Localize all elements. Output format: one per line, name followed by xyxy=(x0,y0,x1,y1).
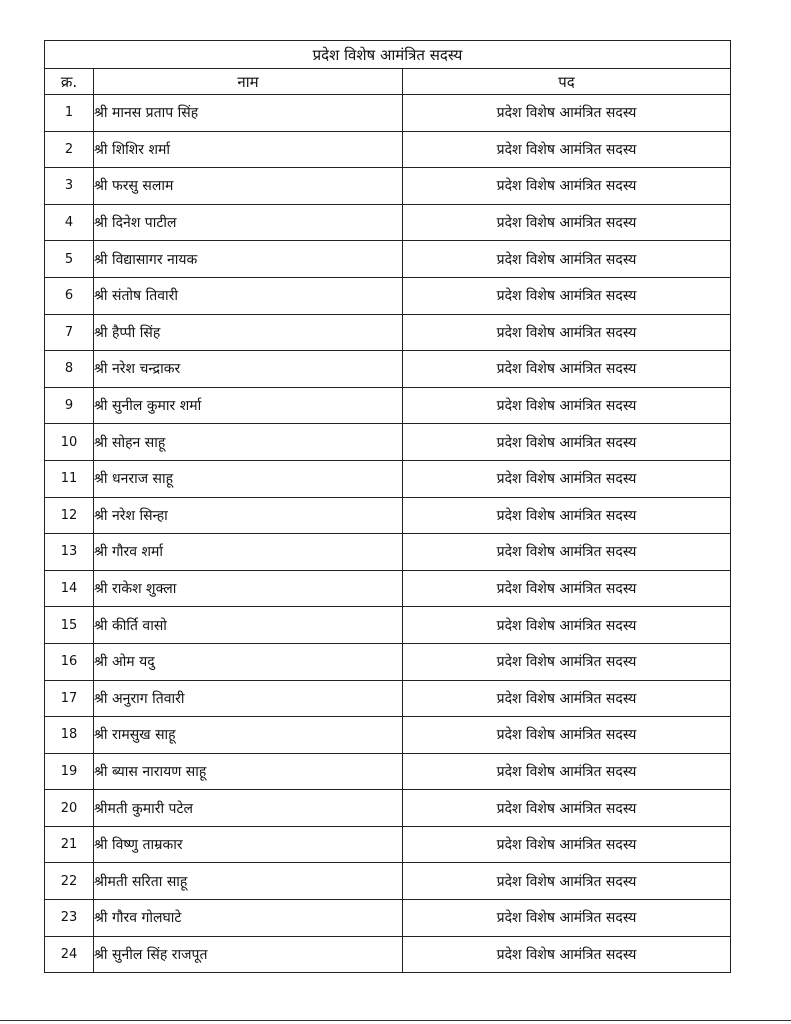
serial-cell: 3 xyxy=(45,168,94,205)
table-row xyxy=(45,826,731,863)
post-header: पद xyxy=(403,69,731,95)
serial-cell: 2 xyxy=(45,131,94,168)
page-bottom-rule xyxy=(0,1020,791,1021)
post-cell: प्रदेश विशेष आमंत्रित सदस्य xyxy=(403,241,731,278)
table-row xyxy=(45,570,731,607)
serial-cell: 7 xyxy=(45,314,94,351)
serial-cell: 15 xyxy=(45,607,94,644)
members-table xyxy=(44,40,731,973)
post-cell: प्रदेश विशेष आमंत्रित सदस्य xyxy=(403,753,731,790)
table-row xyxy=(45,95,731,132)
table-row xyxy=(45,643,731,680)
serial-cell: 23 xyxy=(45,900,94,937)
name-cell: श्री दिनेश पाटील xyxy=(94,204,403,241)
serial-cell: 17 xyxy=(45,680,94,717)
name-cell: श्री सुनील सिंह राजपूत xyxy=(94,936,403,973)
table-row xyxy=(45,497,731,534)
name-cell: श्री ओम यदु xyxy=(94,643,403,680)
post-cell: प्रदेश विशेष आमंत्रित सदस्य xyxy=(403,643,731,680)
table-row xyxy=(45,717,731,754)
table-row xyxy=(45,936,731,973)
post-cell: प्रदेश विशेष आमंत्रित सदस्य xyxy=(403,351,731,388)
name-cell: श्रीमती सरिता साहू xyxy=(94,863,403,900)
post-cell: प्रदेश विशेष आमंत्रित सदस्य xyxy=(403,717,731,754)
serial-cell: 24 xyxy=(45,936,94,973)
table-row xyxy=(45,314,731,351)
serial-cell: 6 xyxy=(45,277,94,314)
post-cell: प्रदेश विशेष आमंत्रित सदस्य xyxy=(403,204,731,241)
table-row xyxy=(45,241,731,278)
serial-cell: 21 xyxy=(45,826,94,863)
table-row xyxy=(45,204,731,241)
serial-cell: 9 xyxy=(45,387,94,424)
name-header: नाम xyxy=(94,69,403,95)
post-cell: प्रदेश विशेष आमंत्रित सदस्य xyxy=(403,826,731,863)
name-cell: श्री फरसु सलाम xyxy=(94,168,403,205)
post-cell: प्रदेश विशेष आमंत्रित सदस्य xyxy=(403,277,731,314)
name-cell: श्री सुनील कुमार शर्मा xyxy=(94,387,403,424)
serial-cell: 1 xyxy=(45,95,94,132)
name-cell: श्री कीर्ति वासो xyxy=(94,607,403,644)
table-row xyxy=(45,790,731,827)
serial-cell: 5 xyxy=(45,241,94,278)
post-cell: प्रदेश विशेष आमंत्रित सदस्य xyxy=(403,424,731,461)
name-cell: श्री मानस प्रताप सिंह xyxy=(94,95,403,132)
name-cell: श्री ब्यास नारायण साहू xyxy=(94,753,403,790)
post-cell: प्रदेश विशेष आमंत्रित सदस्य xyxy=(403,131,731,168)
name-cell: श्री रामसुख साहू xyxy=(94,717,403,754)
serial-header: क्र. xyxy=(45,69,94,95)
name-cell: श्री गौरव गोलघाटे xyxy=(94,900,403,937)
post-cell: प्रदेश विशेष आमंत्रित सदस्य xyxy=(403,460,731,497)
serial-cell: 12 xyxy=(45,497,94,534)
name-cell: श्री विष्णु ताम्रकार xyxy=(94,826,403,863)
post-cell: प्रदेश विशेष आमंत्रित सदस्य xyxy=(403,790,731,827)
table-row xyxy=(45,168,731,205)
serial-cell: 14 xyxy=(45,570,94,607)
name-cell: श्री धनराज साहू xyxy=(94,460,403,497)
table-row xyxy=(45,460,731,497)
serial-cell: 19 xyxy=(45,753,94,790)
post-cell: प्रदेश विशेष आमंत्रित सदस्य xyxy=(403,314,731,351)
table-title-row xyxy=(45,41,731,69)
name-cell: श्री नरेश सिन्हा xyxy=(94,497,403,534)
name-cell: श्री राकेश शुक्ला xyxy=(94,570,403,607)
serial-cell: 11 xyxy=(45,460,94,497)
serial-cell: 8 xyxy=(45,351,94,388)
post-cell: प्रदेश विशेष आमंत्रित सदस्य xyxy=(403,863,731,900)
name-cell: श्रीमती कुमारी पटेल xyxy=(94,790,403,827)
name-cell: श्री सोहन साहू xyxy=(94,424,403,461)
serial-cell: 22 xyxy=(45,863,94,900)
post-cell: प्रदेश विशेष आमंत्रित सदस्य xyxy=(403,900,731,937)
serial-cell: 10 xyxy=(45,424,94,461)
name-cell: श्री गौरव शर्मा xyxy=(94,534,403,571)
post-cell: प्रदेश विशेष आमंत्रित सदस्य xyxy=(403,607,731,644)
post-cell: प्रदेश विशेष आमंत्रित सदस्य xyxy=(403,680,731,717)
post-cell: प्रदेश विशेष आमंत्रित सदस्य xyxy=(403,168,731,205)
name-cell: श्री अनुराग तिवारी xyxy=(94,680,403,717)
post-cell: प्रदेश विशेष आमंत्रित सदस्य xyxy=(403,497,731,534)
table-row xyxy=(45,131,731,168)
table-row xyxy=(45,680,731,717)
name-cell: श्री हैप्पी सिंह xyxy=(94,314,403,351)
post-cell: प्रदेश विशेष आमंत्रित सदस्य xyxy=(403,534,731,571)
table-row xyxy=(45,351,731,388)
table-row xyxy=(45,753,731,790)
table-row xyxy=(45,277,731,314)
table-row xyxy=(45,424,731,461)
name-cell: श्री नरेश चन्द्राकर xyxy=(94,351,403,388)
name-cell: श्री शिशिर शर्मा xyxy=(94,131,403,168)
table-row xyxy=(45,607,731,644)
table-header-row xyxy=(45,69,731,95)
serial-cell: 16 xyxy=(45,643,94,680)
table-row xyxy=(45,387,731,424)
serial-cell: 20 xyxy=(45,790,94,827)
post-cell: प्रदेश विशेष आमंत्रित सदस्य xyxy=(403,387,731,424)
table-row xyxy=(45,863,731,900)
post-cell: प्रदेश विशेष आमंत्रित सदस्य xyxy=(403,95,731,132)
name-cell: श्री विद्यासागर नायक xyxy=(94,241,403,278)
name-cell: श्री संतोष तिवारी xyxy=(94,277,403,314)
post-cell: प्रदेश विशेष आमंत्रित सदस्य xyxy=(403,570,731,607)
post-cell: प्रदेश विशेष आमंत्रित सदस्य xyxy=(403,936,731,973)
table-row xyxy=(45,900,731,937)
serial-cell: 18 xyxy=(45,717,94,754)
serial-cell: 4 xyxy=(45,204,94,241)
table-row xyxy=(45,534,731,571)
table-title: प्रदेश विशेष आमंत्रित सदस्य xyxy=(45,41,731,69)
serial-cell: 13 xyxy=(45,534,94,571)
